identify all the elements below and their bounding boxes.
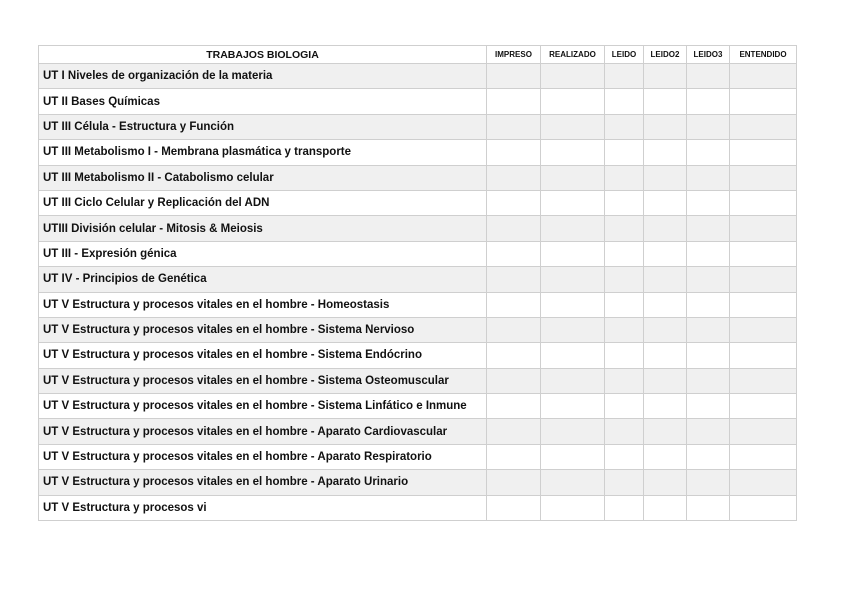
leido2-cell[interactable] <box>644 241 687 266</box>
biology-tasks-table <box>38 45 797 521</box>
leido3-cell[interactable] <box>687 368 730 393</box>
impreso-cell[interactable] <box>487 495 541 520</box>
topic-cell: UT V Estructura y procesos vitales en el hombre - Sistema Endócrino <box>39 343 487 368</box>
impreso-cell[interactable] <box>487 292 541 317</box>
leido3-cell[interactable] <box>687 89 730 114</box>
impreso-cell[interactable] <box>487 216 541 241</box>
leido2-cell[interactable] <box>644 190 687 215</box>
table-row <box>39 368 797 393</box>
leido3-cell[interactable] <box>687 394 730 419</box>
entendido-cell[interactable] <box>730 394 797 419</box>
header-row <box>39 46 797 64</box>
entendido-cell[interactable] <box>730 317 797 342</box>
leido2-cell[interactable] <box>644 470 687 495</box>
realizado-cell[interactable] <box>541 267 605 292</box>
table-row <box>39 267 797 292</box>
realizado-cell[interactable] <box>541 216 605 241</box>
entendido-cell[interactable] <box>730 470 797 495</box>
leido-cell[interactable] <box>605 165 644 190</box>
leido3-cell[interactable] <box>687 165 730 190</box>
table-row <box>39 343 797 368</box>
leido2-cell[interactable] <box>644 419 687 444</box>
leido2-cell[interactable] <box>644 495 687 520</box>
leido2-cell[interactable] <box>644 368 687 393</box>
leido3-cell[interactable] <box>687 470 730 495</box>
entendido-cell[interactable] <box>730 292 797 317</box>
leido-cell[interactable] <box>605 394 644 419</box>
impreso-cell[interactable] <box>487 140 541 165</box>
leido2-cell[interactable] <box>644 165 687 190</box>
realizado-cell[interactable] <box>541 114 605 139</box>
table-row <box>39 89 797 114</box>
realizado-cell[interactable] <box>541 444 605 469</box>
table-row <box>39 165 797 190</box>
topic-cell: UT V Estructura y procesos vitales en el hombre - Sistema Nervioso <box>39 317 487 342</box>
table-row <box>39 444 797 469</box>
impreso-cell[interactable] <box>487 190 541 215</box>
table-row <box>39 114 797 139</box>
realizado-cell[interactable] <box>541 140 605 165</box>
leido3-cell[interactable] <box>687 343 730 368</box>
realizado-cell[interactable] <box>541 64 605 89</box>
leido-cell[interactable] <box>605 292 644 317</box>
leido-cell[interactable] <box>605 343 644 368</box>
entendido-cell[interactable] <box>730 89 797 114</box>
topic-cell: UT III Metabolismo I - Membrana plasmática y transporte <box>39 140 487 165</box>
table-row <box>39 317 797 342</box>
entendido-cell[interactable] <box>730 190 797 215</box>
leido-cell[interactable] <box>605 419 644 444</box>
header-realizado: REALIZADO <box>541 46 605 64</box>
topic-cell: UT V Estructura y procesos vitales en el hombre - Homeostasis <box>39 292 487 317</box>
realizado-cell[interactable] <box>541 317 605 342</box>
topic-cell: UT V Estructura y procesos vitales en el hombre - Sistema Linfático e Inmune <box>39 394 487 419</box>
leido2-cell[interactable] <box>644 394 687 419</box>
realizado-cell[interactable] <box>541 495 605 520</box>
header-impreso: IMPRESO <box>487 46 541 64</box>
leido2-cell[interactable] <box>644 317 687 342</box>
table-row <box>39 216 797 241</box>
table-row <box>39 241 797 266</box>
leido2-cell[interactable] <box>644 64 687 89</box>
impreso-cell[interactable] <box>487 394 541 419</box>
entendido-cell[interactable] <box>730 165 797 190</box>
leido3-cell[interactable] <box>687 419 730 444</box>
biology-tracking-sheet <box>38 45 796 521</box>
table-row <box>39 64 797 89</box>
topic-cell: UT III Metabolismo II - Catabolismo celular <box>39 165 487 190</box>
entendido-cell[interactable] <box>730 368 797 393</box>
leido3-cell[interactable] <box>687 190 730 215</box>
leido-cell[interactable] <box>605 444 644 469</box>
realizado-cell[interactable] <box>541 368 605 393</box>
topic-cell: UT V Estructura y procesos vitales en el hombre - Sistema Osteomuscular <box>39 368 487 393</box>
entendido-cell[interactable] <box>730 216 797 241</box>
topic-cell: UT II Bases Químicas <box>39 89 487 114</box>
entendido-cell[interactable] <box>730 495 797 520</box>
entendido-cell[interactable] <box>730 241 797 266</box>
leido2-cell[interactable] <box>644 292 687 317</box>
entendido-cell[interactable] <box>730 267 797 292</box>
leido3-cell[interactable] <box>687 317 730 342</box>
leido2-cell[interactable] <box>644 267 687 292</box>
leido-cell[interactable] <box>605 190 644 215</box>
leido-cell[interactable] <box>605 317 644 342</box>
impreso-cell[interactable] <box>487 114 541 139</box>
leido3-cell[interactable] <box>687 292 730 317</box>
leido-cell[interactable] <box>605 495 644 520</box>
leido-cell[interactable] <box>605 241 644 266</box>
entendido-cell[interactable] <box>730 444 797 469</box>
entendido-cell[interactable] <box>730 64 797 89</box>
topic-cell: UT V Estructura y procesos vitales en el hombre - Aparato Cardiovascular <box>39 419 487 444</box>
header-entendido: ENTENDIDO <box>730 46 797 64</box>
topic-cell: UT V Estructura y procesos vitales en el hombre - Aparato Respiratorio <box>39 444 487 469</box>
realizado-cell[interactable] <box>541 89 605 114</box>
table-row <box>39 470 797 495</box>
realizado-cell[interactable] <box>541 419 605 444</box>
leido2-cell[interactable] <box>644 89 687 114</box>
leido3-cell[interactable] <box>687 267 730 292</box>
leido2-cell[interactable] <box>644 343 687 368</box>
header-leido2: LEIDO2 <box>644 46 687 64</box>
table-row <box>39 140 797 165</box>
realizado-cell[interactable] <box>541 394 605 419</box>
impreso-cell[interactable] <box>487 241 541 266</box>
table-row <box>39 190 797 215</box>
entendido-cell[interactable] <box>730 140 797 165</box>
leido-cell[interactable] <box>605 267 644 292</box>
leido-cell[interactable] <box>605 470 644 495</box>
leido3-cell[interactable] <box>687 140 730 165</box>
impreso-cell[interactable] <box>487 165 541 190</box>
impreso-cell[interactable] <box>487 470 541 495</box>
topic-cell: UT I Niveles de organización de la materia <box>39 64 487 89</box>
impreso-cell[interactable] <box>487 317 541 342</box>
topic-cell: UTIII División celular - Mitosis & Meiosis <box>39 216 487 241</box>
leido3-cell[interactable] <box>687 114 730 139</box>
impreso-cell[interactable] <box>487 444 541 469</box>
leido3-cell[interactable] <box>687 64 730 89</box>
leido-cell[interactable] <box>605 140 644 165</box>
impreso-cell[interactable] <box>487 64 541 89</box>
realizado-cell[interactable] <box>541 470 605 495</box>
leido2-cell[interactable] <box>644 216 687 241</box>
leido3-cell[interactable] <box>687 241 730 266</box>
impreso-cell[interactable] <box>487 368 541 393</box>
leido3-cell[interactable] <box>687 216 730 241</box>
topic-cell: UT V Estructura y procesos vitales en el hombre - Aparato Urinario <box>39 470 487 495</box>
leido2-cell[interactable] <box>644 114 687 139</box>
topic-cell: UT III Célula - Estructura y Función <box>39 114 487 139</box>
realizado-cell[interactable] <box>541 165 605 190</box>
realizado-cell[interactable] <box>541 190 605 215</box>
header-leido: LEIDO <box>605 46 644 64</box>
topic-cell: UT V Estructura y procesos vi <box>39 495 487 520</box>
table-row <box>39 419 797 444</box>
realizado-cell[interactable] <box>541 343 605 368</box>
entendido-cell[interactable] <box>730 419 797 444</box>
leido-cell[interactable] <box>605 114 644 139</box>
entendido-cell[interactable] <box>730 343 797 368</box>
leido2-cell[interactable] <box>644 140 687 165</box>
leido-cell[interactable] <box>605 89 644 114</box>
impreso-cell[interactable] <box>487 267 541 292</box>
entendido-cell[interactable] <box>730 114 797 139</box>
impreso-cell[interactable] <box>487 419 541 444</box>
topic-cell: UT IV - Principios de Genética <box>39 267 487 292</box>
leido-cell[interactable] <box>605 216 644 241</box>
leido3-cell[interactable] <box>687 495 730 520</box>
leido3-cell[interactable] <box>687 444 730 469</box>
header-trabajos-biologia: TRABAJOS BIOLOGIA <box>39 46 487 64</box>
header-leido3: LEIDO3 <box>687 46 730 64</box>
topic-cell: UT III - Expresión génica <box>39 241 487 266</box>
table-row <box>39 292 797 317</box>
table-row <box>39 394 797 419</box>
realizado-cell[interactable] <box>541 292 605 317</box>
topic-cell: UT III Ciclo Celular y Replicación del ADN <box>39 190 487 215</box>
leido2-cell[interactable] <box>644 444 687 469</box>
realizado-cell[interactable] <box>541 241 605 266</box>
leido-cell[interactable] <box>605 64 644 89</box>
impreso-cell[interactable] <box>487 343 541 368</box>
leido-cell[interactable] <box>605 368 644 393</box>
table-row <box>39 495 797 520</box>
impreso-cell[interactable] <box>487 89 541 114</box>
